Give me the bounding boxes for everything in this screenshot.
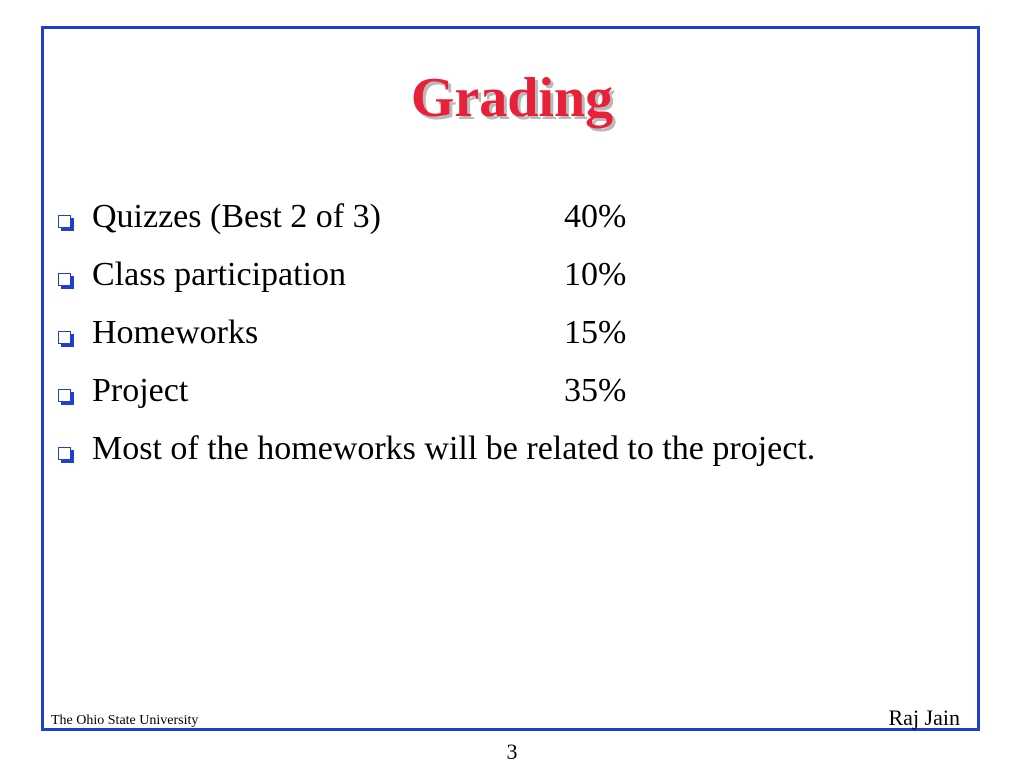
slide-title: Grading xyxy=(410,67,614,129)
hollow-square-bullet-icon xyxy=(54,380,76,402)
footer-author: Raj Jain xyxy=(888,705,960,730)
item-percentage: 40% xyxy=(564,198,627,235)
item-percentage: 35% xyxy=(564,372,627,409)
bullet-item-homeworks xyxy=(54,304,974,362)
footer-institution: The Ohio State University xyxy=(51,713,199,728)
page-number: 3 xyxy=(506,739,518,764)
item-label: Homeworks xyxy=(92,314,259,351)
item-label: Class participation xyxy=(92,256,347,293)
item-percentage: 15% xyxy=(564,314,627,351)
item-label: Project xyxy=(92,372,189,409)
hollow-square-bullet-icon xyxy=(54,264,76,286)
item-text: Most of the homeworks will be related to the project. xyxy=(92,430,816,467)
bullet-item-quizzes xyxy=(54,188,974,246)
hollow-square-bullet-icon xyxy=(54,438,76,460)
bullet-item-homework-note xyxy=(54,420,974,478)
hollow-square-bullet-icon xyxy=(54,206,76,228)
bullet-list xyxy=(54,188,974,478)
bullet-item-project xyxy=(54,362,974,420)
bullet-item-class-participation xyxy=(54,246,974,304)
item-label: Quizzes (Best 2 of 3) xyxy=(92,198,381,235)
item-percentage: 10% xyxy=(564,256,627,293)
hollow-square-bullet-icon xyxy=(54,322,76,344)
